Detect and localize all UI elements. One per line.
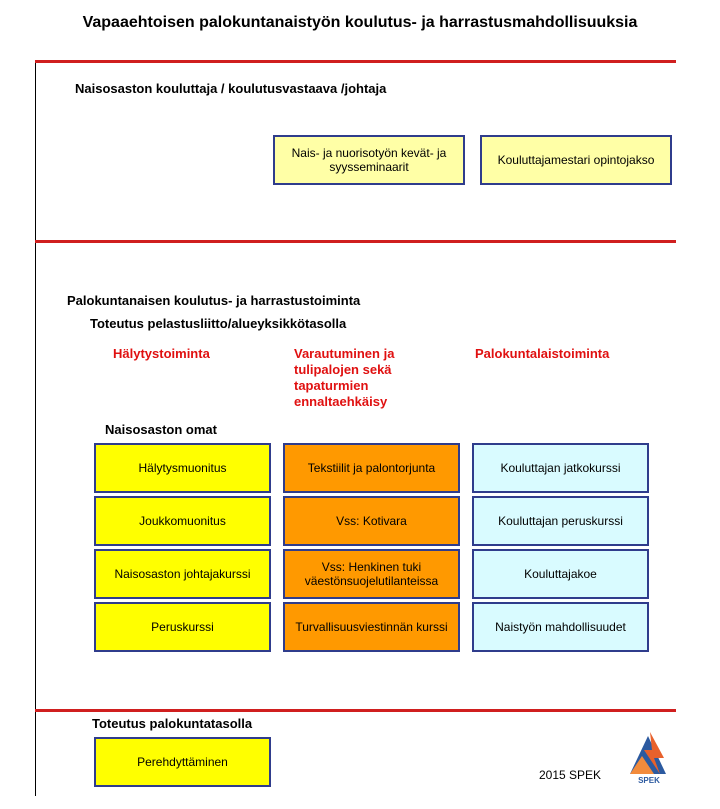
page-title: Vapaaehtoisen palokuntanaistyön koulutus- ja harrastusmahdollisuuksia xyxy=(82,14,638,31)
course-box: Tekstiilit ja palontorjunta xyxy=(283,443,460,493)
orientation-box: Perehdyttäminen xyxy=(94,737,271,787)
course-box: Joukkomuonitus xyxy=(94,496,271,546)
trainer-master-box: Kouluttajamestari opintojakso xyxy=(480,135,672,185)
footer-credit: 2015 SPEK xyxy=(539,768,602,782)
course-box: Naistyön mahdollisuudet xyxy=(472,602,649,652)
course-box: Naisosaston johtajakurssi xyxy=(94,549,271,599)
course-box: Turvallisuusviestinnän kurssi xyxy=(283,602,460,652)
seminar-box: Nais- ja nuorisotyön kevät- ja syysseminaarit xyxy=(273,135,465,185)
divider-line xyxy=(35,240,676,243)
activity-heading: Palokuntanaisen koulutus- ja harrastustoiminta xyxy=(67,293,361,308)
divider-line xyxy=(35,60,676,63)
left-rule xyxy=(35,60,36,796)
column-heading-alarm: Hälytystoiminta xyxy=(113,346,210,361)
spek-logo xyxy=(624,730,674,788)
column-heading-preparedness: Varautuminen ja tulipalojen sekä tapaturmien ennaltaehkäisy xyxy=(294,346,395,409)
group-label: Naisosaston omat xyxy=(105,422,217,437)
course-box: Vss: Henkinen tuki väestönsuojelutilanteissa xyxy=(283,549,460,599)
column-heading-firebrigade: Palokuntalaistoiminta xyxy=(475,346,610,361)
course-box: Kouluttajakoe xyxy=(472,549,649,599)
course-box: Kouluttajan peruskurssi xyxy=(472,496,649,546)
course-box: Vss: Kotivara xyxy=(283,496,460,546)
spek-logo-text: SPEK xyxy=(638,776,660,785)
course-box: Kouluttajan jatkokurssi xyxy=(472,443,649,493)
regional-subheading: Toteutus pelastusliitto/alueyksikkötasolla xyxy=(90,316,347,331)
course-box: Hälytysmuonitus xyxy=(94,443,271,493)
local-heading: Toteutus palokuntatasolla xyxy=(92,716,253,731)
course-box: Peruskurssi xyxy=(94,602,271,652)
trainer-heading: Naisosaston kouluttaja / koulutusvastaava /johtaja xyxy=(75,81,387,96)
divider-line xyxy=(35,709,676,712)
